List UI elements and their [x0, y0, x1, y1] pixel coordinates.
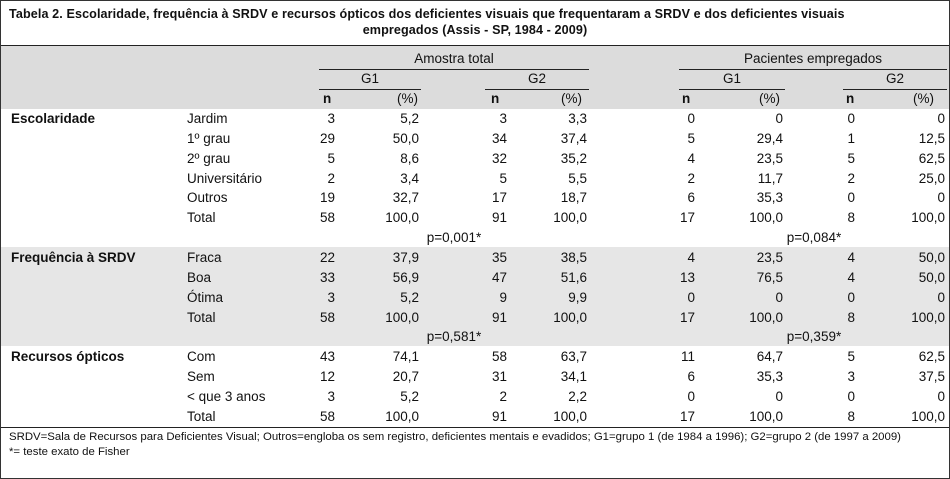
row-label: Outros: [187, 190, 228, 206]
footnote-fisher: *= teste exato de Fisher: [9, 446, 130, 458]
table-cell: 2: [687, 170, 695, 186]
table-cell: 6: [687, 369, 695, 385]
table-cell: 0: [937, 111, 945, 126]
table-cell: 8: [847, 408, 855, 424]
table-cell: 17: [679, 309, 695, 325]
table-cell: 2,2: [568, 388, 587, 404]
table-cell: 50,0: [392, 130, 419, 146]
table-cell: 91: [491, 309, 507, 325]
table-cell: 5,2: [400, 289, 419, 305]
table-cell: 29,4: [756, 130, 783, 146]
row-label: < que 3 anos: [187, 388, 266, 404]
table-cell: 9: [499, 289, 507, 305]
table-cell: 17: [679, 408, 695, 424]
table-cell: 4: [687, 249, 695, 265]
table-cell: 0: [937, 388, 945, 404]
header-g1-emp: G1: [722, 71, 741, 86]
table-cell: 100,0: [911, 309, 945, 325]
table-cell: 4: [847, 249, 855, 265]
table-cell: 1: [847, 130, 855, 146]
table-cell: 100,0: [385, 210, 419, 226]
table-cell: 3: [327, 289, 335, 305]
table-cell: 100,0: [553, 210, 587, 226]
table-cell: 100,0: [749, 210, 783, 226]
caption-line-2: empregados (Assis - SP, 1984 - 2009): [362, 23, 588, 37]
rule-top: [1, 45, 949, 46]
table-cell: 11,7: [757, 170, 783, 186]
header-n-2: n: [682, 91, 691, 106]
header-n-3: n: [846, 91, 855, 106]
table-cell: 12,5: [918, 130, 945, 146]
table-cell: 5: [847, 349, 855, 365]
table-cell: 5,2: [400, 388, 419, 404]
table-cell: 19: [319, 190, 335, 206]
table-cell: 0: [937, 190, 945, 206]
table-cell: 35,2: [560, 150, 587, 166]
table-cell: 8: [847, 309, 855, 325]
header-pct-1: (%): [561, 91, 582, 106]
table-cell: 3: [847, 369, 855, 385]
table-cell: 34,1: [560, 369, 587, 385]
table-cell: 35: [491, 249, 507, 265]
table-cell: 91: [491, 408, 507, 424]
table-cell: 35,3: [756, 369, 783, 385]
table-cell: 2: [327, 170, 335, 186]
table-cell: 22: [319, 249, 335, 265]
table-cell: 0: [847, 190, 855, 206]
table-cell: 62,5: [918, 150, 945, 166]
table-cell: 38,5: [560, 249, 587, 265]
table-caption: [9, 6, 941, 38]
table-cell: 9,9: [568, 289, 587, 305]
table-cell: 0: [847, 388, 855, 404]
header-n-1: n: [491, 91, 500, 106]
table-cell: 100,0: [385, 408, 419, 424]
table-cell: 35,3: [756, 190, 783, 206]
table-cell: 5: [687, 130, 695, 146]
row-label: Ótima: [187, 289, 224, 305]
table-cell: 5: [847, 150, 855, 166]
table-cell: 8,6: [400, 150, 419, 166]
table-cell: 63,7: [560, 349, 587, 365]
pvalue-total: p=0,001*: [426, 230, 482, 246]
table-cell: 43: [319, 349, 335, 365]
pvalue-empregados: p=0,084*: [786, 230, 842, 246]
table-cell: 58: [491, 349, 507, 365]
section-title: Frequência à SRDV: [11, 249, 136, 265]
table-cell: 47: [491, 269, 507, 285]
table-cell: 5,2: [400, 111, 419, 126]
table-cell: 23,5: [756, 249, 783, 265]
table-cell: 0: [847, 111, 855, 126]
table-cell: 74,1: [392, 349, 419, 365]
row-label: Boa: [187, 269, 212, 285]
row-label: Sem: [187, 369, 215, 385]
section-title: Escolaridade: [11, 111, 96, 126]
table-cell: 100,0: [911, 408, 945, 424]
table-cell: 91: [491, 210, 507, 226]
row-label: 1º grau: [187, 130, 231, 146]
table-cell: 50,0: [918, 249, 945, 265]
table-cell: 0: [775, 111, 783, 126]
header-g2-emp: G2: [885, 71, 904, 86]
table-cell: 0: [847, 289, 855, 305]
table-cell: 3,3: [568, 111, 587, 126]
table-cell: 0: [687, 111, 695, 126]
table-cell: 100,0: [749, 309, 783, 325]
table-cell: 5,5: [568, 170, 587, 186]
table-cell: 0: [775, 388, 783, 404]
header-g1-total: G1: [360, 71, 379, 86]
footnote-abbreviations: SRDV=Sala de Recursos para Deficientes Visual; Outros=engloba os sem registro, deficientes mentais e evadidos; G1=grupo 1 (de 1984 a 1996); G2=grupo 2 (de 1997 a 2009): [9, 431, 901, 443]
table-cell: 0: [937, 289, 945, 305]
table-cell: 100,0: [911, 210, 945, 226]
row-label: Total: [187, 408, 216, 424]
table-cell: 32,7: [392, 190, 419, 206]
table-cell: 32: [491, 150, 507, 166]
table-cell: 3: [499, 111, 507, 126]
table-cell: 25,0: [918, 170, 945, 186]
table-footnote: [9, 430, 945, 460]
table-cell: 31: [491, 369, 507, 385]
pvalue-empregados: p=0,359*: [786, 329, 842, 345]
row-label: Total: [187, 210, 216, 226]
row-label: 2º grau: [187, 150, 231, 166]
table-cell: 17: [679, 210, 695, 226]
header-pct-0: (%): [397, 91, 418, 106]
table-cell: 58: [319, 408, 335, 424]
header-pct-2: (%): [759, 91, 780, 106]
pvalue-total: p=0,581*: [426, 329, 482, 345]
table-cell: 4: [847, 269, 855, 285]
table-cell: 18,7: [560, 190, 587, 206]
header-g2-total: G2: [527, 71, 546, 86]
row-label: Universitário: [187, 170, 263, 186]
table-cell: 20,7: [392, 369, 419, 385]
table-cell: 100,0: [385, 309, 419, 325]
table-cell: 34: [491, 130, 507, 146]
rule-bottom: [1, 427, 949, 428]
table-cell: 29: [319, 130, 335, 146]
table-cell: 5: [499, 170, 507, 186]
table-cell: 0: [687, 289, 695, 305]
table-cell: 8: [847, 210, 855, 226]
header-n-0: n: [323, 91, 332, 106]
row-label: Fraca: [187, 249, 222, 265]
table-cell: 51,6: [560, 269, 587, 285]
row-label: Jardim: [187, 111, 228, 126]
table-cell: 100,0: [553, 408, 587, 424]
table-cell: 13: [679, 269, 695, 285]
table-cell: 4: [687, 150, 695, 166]
table-cell: 37,5: [918, 369, 945, 385]
table-cell: 64,7: [756, 349, 783, 365]
table-cell: 100,0: [553, 309, 587, 325]
table-cell: 50,0: [918, 269, 945, 285]
table-cell: 58: [319, 309, 335, 325]
table-cell: 3: [327, 111, 335, 126]
table-cell: 62,5: [918, 349, 945, 365]
table-cell: 58: [319, 210, 335, 226]
table-cell: 3,4: [400, 170, 419, 186]
row-label: Com: [187, 349, 216, 365]
header-pacientes-empregados: Pacientes empregados: [743, 51, 883, 66]
table-cell: 100,0: [749, 408, 783, 424]
table-cell: 3: [327, 388, 335, 404]
table-cell: 6: [687, 190, 695, 206]
row-label: Total: [187, 309, 216, 325]
table-cell: 76,5: [756, 269, 783, 285]
header-pct-3: (%): [913, 91, 934, 106]
table-cell: 0: [687, 388, 695, 404]
section-title: Recursos ópticos: [11, 349, 125, 365]
table-cell: 17: [491, 190, 507, 206]
header-amostra-total: Amostra total: [414, 51, 494, 66]
table-cell: 23,5: [756, 150, 783, 166]
caption-line-1: Tabela 2. Escolaridade, frequência à SRDV e recursos ópticos dos deficientes visuais que frequentaram a SRDV e dos deficientes visuais: [9, 7, 845, 21]
table-cell: 12: [319, 369, 335, 385]
table-cell: 2: [847, 170, 855, 186]
table-cell: 5: [327, 150, 335, 166]
table-cell: 56,9: [392, 269, 419, 285]
table-cell: 2: [499, 388, 507, 404]
table-cell: 33: [319, 269, 335, 285]
table-cell: 0: [775, 289, 783, 305]
table-cell: 11: [680, 349, 695, 365]
table-cell: 37,9: [392, 249, 419, 265]
table-cell: 37,4: [560, 130, 587, 146]
